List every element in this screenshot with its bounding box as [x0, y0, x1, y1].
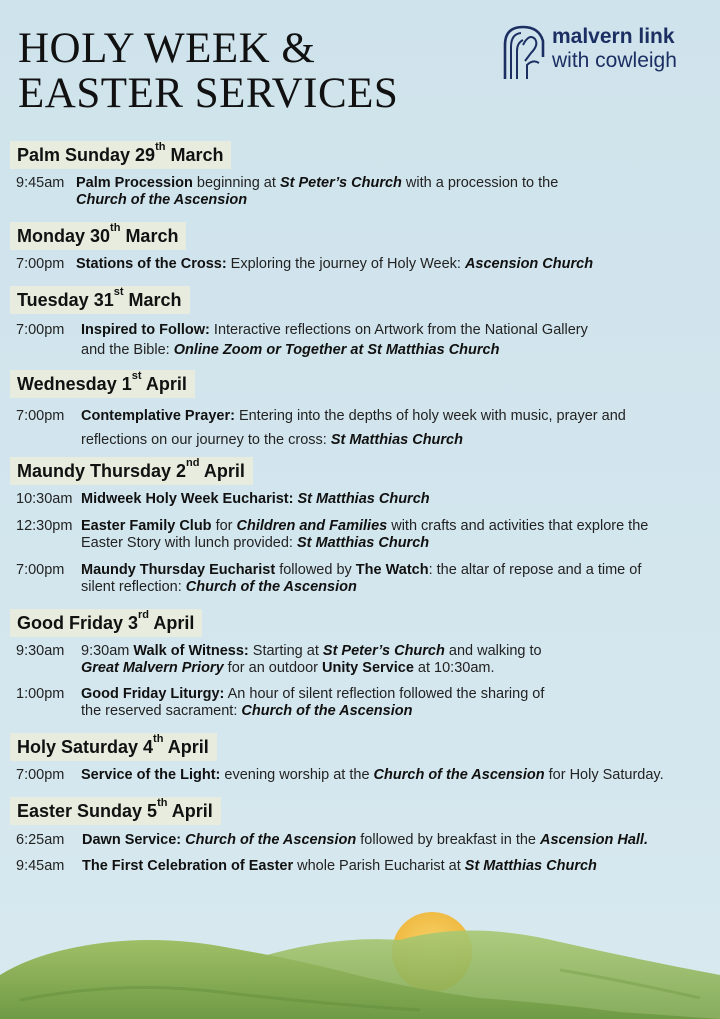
parish-logo [499, 23, 709, 81]
event-time: 12:30pm [16, 518, 73, 534]
event-midweek-eucharist: 10:30am Midweek Holy Week Eucharist: St Matthias Church [16, 491, 430, 507]
event-time: 9:45am [16, 858, 65, 874]
event-time: 9:30am [16, 643, 65, 659]
event-time: 6:25am [16, 832, 65, 848]
logo-line-1: malvern link [552, 25, 675, 48]
event-time: 10:30am [16, 491, 73, 507]
event-time: 9:45am [16, 175, 65, 191]
day-header-maundy-thursday: Maundy Thursday 2nd April [10, 457, 253, 485]
day-header-tuesday: Tuesday 31st March [10, 286, 190, 314]
day-header-good-friday: Good Friday 3rd April [10, 609, 202, 637]
event-time: 1:00pm [16, 686, 65, 702]
event-service-of-the-light: 7:00pm Service of the Light: evening worship at the Church of the Ascension for Holy Saturday. [16, 767, 664, 783]
event-easter-family-club: 12:30pm Easter Family Club for Children and Families with crafts and activities that explore the Easter Story with lunch provided: St Matthias Church [16, 518, 649, 551]
day-header-monday: Monday 30th March [10, 222, 186, 250]
hills-sunrise-illustration [0, 880, 720, 1019]
event-palm-procession: 9:45am Palm Procession beginning at St Peter’s Church with a procession to the Church of the Ascension [16, 175, 559, 208]
event-good-friday-liturgy: 1:00pm Good Friday Liturgy: An hour of silent reflection followed the sharing of the reserved sacrament: Church of the Ascension [16, 686, 545, 719]
logo-line-2: with cowleigh [552, 49, 677, 72]
church-window-logo-icon [499, 23, 549, 81]
event-first-celebration-of-easter: 9:45am The First Celebration of Easter whole Parish Eucharist at St Matthias Church [16, 858, 597, 874]
day-header-holy-saturday: Holy Saturday 4th April [10, 733, 217, 761]
event-time: 7:00pm [16, 562, 65, 578]
day-header-wednesday: Wednesday 1st April [10, 370, 195, 398]
event-contemplative-prayer: 7:00pm Contemplative Prayer: Entering into the depths of holy week with music, prayer and reflections on our journey to the cross: St Matthias Church [16, 404, 710, 452]
event-time: 7:00pm [16, 767, 65, 783]
event-inspired-to-follow: 7:00pm Inspired to Follow: Interactive reflections on Artwork from the National Gallery and the Bible: Online Zoom or Together at St Matthias Church [16, 322, 588, 358]
title-line-1: HOLY WEEK & [18, 25, 316, 72]
event-dawn-service: 6:25am Dawn Service: Church of the Ascension followed by breakfast in the Ascension Hall. [16, 832, 648, 848]
event-time: 7:00pm [16, 408, 65, 424]
event-maundy-thursday-eucharist: 7:00pm Maundy Thursday Eucharist followed by The Watch: the altar of repose and a time of silent reflection: Church of the Ascension [16, 562, 642, 595]
day-header-easter-sunday: Easter Sunday 5th April [10, 797, 221, 825]
event-time: 7:00pm [16, 256, 65, 272]
page-title [18, 26, 398, 116]
event-walk-of-witness: 9:30am 9:30am Walk of Witness: Starting at St Peter’s Church and walking to Great Malvern Priory for an outdoor Unity Service at 10:30am. [16, 643, 542, 676]
event-time: 7:00pm [16, 322, 65, 338]
event-stations-of-the-cross: 7:00pm Stations of the Cross: Exploring the journey of Holy Week: Ascension Church [16, 256, 594, 272]
day-header-palm-sunday: Palm Sunday 29th March [10, 141, 231, 169]
title-line-2: EASTER SERVICES [18, 70, 399, 117]
